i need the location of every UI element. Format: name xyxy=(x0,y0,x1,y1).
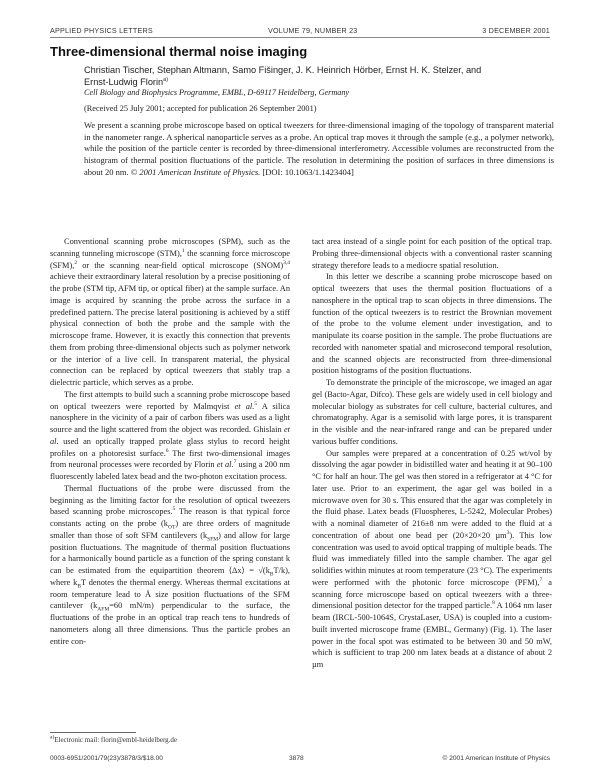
text-run: The reason is that typical force constants acting on the probe (k xyxy=(50,507,290,528)
author-footnote-mark: a) xyxy=(163,76,169,83)
paragraph xyxy=(50,236,290,389)
paragraph xyxy=(50,483,290,648)
subscript: OT xyxy=(167,524,176,531)
copyright-notice: © 2001 American Institute of Physics. xyxy=(130,166,261,177)
affiliation: Cell Biology and Biophysics Programme, EMBL, D-69117 Heidelberg, Germany xyxy=(84,88,350,97)
footnote-mark: a) xyxy=(50,734,55,741)
text-run: T denotes the thermal energy. Whereas thermal excitations at room temperature lead to Å size position fluctuations of the SFM cantilever (k xyxy=(50,577,291,611)
paper-title: Three-dimensional thermal noise imaging xyxy=(50,44,308,59)
et-al: et al. xyxy=(234,401,255,411)
reference-mark: 7 xyxy=(233,459,237,466)
footer-issn: 0003-6951/2001/79(23)/3878/3/$18.00 xyxy=(50,755,163,762)
text-run: A 1064 nm laser beam (IRCL-500-1064S, CrystaLaser, USA) is coupled into a custom-built inverted microscope frame (EMBL, Germany) (Fig. 1). The laser power in the focal spot was estimated to be between 30 and 50 mW, which is sufficient to trap 200 nm latex beads at a distance of about 2 µm xyxy=(312,601,552,669)
author-list xyxy=(84,64,484,88)
reference-mark: 6 xyxy=(165,447,169,454)
text-run: ). This low concentration was used to avoid optical trapping of multiple beads. The fluid was immediately filled into the sample chamber. The agar gel solidifies within minutes at room temperature (23 °C). The experiments were performed with the photonic force microscope (PFM), xyxy=(312,530,552,587)
subscript: SFM xyxy=(207,536,219,543)
authors-text: Christian Tischer, Stephan Altmann, Samo Fišinger, J. K. Heinrich Hörber, Ernst H. K. Stelzer, and Ernst-Ludwig Florin xyxy=(84,65,482,87)
reference-mark: 3,4 xyxy=(283,259,290,266)
reference-mark: 7 xyxy=(539,576,543,583)
subscript: B xyxy=(77,583,81,590)
text-run: used an optically trapped prolate glass stylus to record height profiles on a photoresist surface. xyxy=(50,436,290,458)
text-run: the scanning force microscope (SFM), xyxy=(50,248,290,270)
footer-copyright: © 2001 American Institute of Physics xyxy=(442,755,550,762)
volume-number: VOLUME 79, NUMBER 23 xyxy=(268,26,358,35)
reference-mark: 1 xyxy=(181,247,185,254)
paragraph xyxy=(50,389,290,483)
text-run: using a 200 nm fluorescently labeled latex bead and the two-photon excitation process. xyxy=(50,460,290,481)
text-run: T/k), where k xyxy=(50,566,290,587)
abstract-text: We present a scanning probe microscope based on optical tweezers for three-dimensional imaging of the topology of transparent material in the nanometer range. A spherical nanoparticle serves as a probe. An optical trap moves it through the sample (e.g., a polymer network), while the position of the particle center is recorded by three-dimensional interferometry. Accessible volumes are reconstructed from the histogram of thermal position fluctuations of the particle. The resolution in determining the position of surfaces in three dimensions is about 20 nm. xyxy=(84,120,554,177)
text-run: Our samples were prepared at a concentration of 0.25 wt/vol by dissolving the agar powder in bidistilled water and heating it at 90–100 °C for half an hour. The gel was then stored in a refrigerator at 4 °C for later use. Prior to an experiment, the agar gel was boiled in a microwave oven for 30 s. This ensured that the agar was completely in the fluid phase. Latex beads (Fluospheres, L-5242, Molecular Probes) with a nominal diameter of 216±8 nm were added to the fluid at a concentration of about one bead per (20×20×20 µm xyxy=(312,448,552,540)
reference-mark: 5 xyxy=(172,506,176,513)
text-run: The first attempts to build such a scanning probe microscope based on optical tweezers were reported by Malmqvist xyxy=(50,389,290,411)
text-run: Thermal fluctuations of the probe were discussed from the beginning as the limiting factor for the resolution of optical tweezers based scanning probe microscopes. xyxy=(50,483,290,517)
text-run: =60 mN/m) perpendicular to the surface, the fluctuations of the probe in an optical trap reach tens to hundreds of nanometers along all three dimensions. Thus the particle probes an entire con- xyxy=(50,601,290,646)
subscript: AFM xyxy=(97,606,110,613)
paragraph: To demonstrate the principle of the microscope, we imaged an agar gel (Bacto-Agar, Difco). These gels are widely used in cell biology and molecular biology as substrates for cell culture, bacterial cultures, and chromatography. Agar is a semisolid with large pores, it is transparent in the visible and the near-infrared range and can be prepared under various buffer conditions. xyxy=(312,378,552,446)
text-run: The first two-dimensional images from neuronal processes were recorded by Florin xyxy=(50,448,290,470)
paragraph: In this letter we describe a scanning probe microscope based on optical tweezers that uses the thermal position fluctuations of a nanosphere in the optical trap to scan objects in three dimensions. The function of the optical tweezers is to restrict the Brownian movement of the probe to the volume element under investigation, and to manipulate its coarse position in the sample. The probe fluctuations are recorded with nanometer spatial and microsecond temporal resolution, and the scanned objects are reconstructed from three-dimensional position histograms of the position fluctuations. xyxy=(312,272,552,376)
abstract xyxy=(84,120,554,179)
et-al: et al. xyxy=(50,425,290,446)
subscript: B xyxy=(269,571,274,578)
footnote-text: Electronic mail: florin@embl-heidelberg.de xyxy=(54,736,178,744)
et-al: et al. xyxy=(216,460,234,470)
text-run: achieve their extraordinary lateral resolution by a precise positioning of the probe (STM tip, AFM tip, or optical fiber) at the sample surface. An image is acquired by scanning the probe across the surface in a predefined pattern. The precise lateral positioning is achieved by a stiff physical connection of both the probe and the sample with the microscope frame. However, it is exactly this connection that prevents them from probing three-dimensional objects such as polymer network or the interior of a live cell. In transparent material, the physical connection can be replaced by optical tweezers that stably trap a dielectric particle, which serves as a probe. xyxy=(50,272,290,387)
text-run: Conventional scanning probe microscopes (SPM), such as the scanning tunneling microscope (STM), xyxy=(50,237,290,258)
received-dates: (Received 25 July 2001; accepted for publication 26 September 2001) xyxy=(84,104,317,113)
reference-mark: 5 xyxy=(254,400,258,407)
text-run: a scanning force microscope based on optical tweezers with a three-dimensional position detector for the trapped particle. xyxy=(312,577,552,611)
text-run: ) are three orders of magnitude smaller than those of soft SFM cantilevers (k xyxy=(50,519,291,540)
footnote xyxy=(50,736,177,744)
text-run: ) and allow for large position fluctuations. The magnitude of thermal position fluctuations for a harmonically bound particle as a function of the spring constant k can be estimated from the equipartition theorem ⟨Δx⟩ = √(k xyxy=(50,530,290,575)
right-column xyxy=(312,236,552,671)
paragraph: tact area instead of a single point for each position of the optical trap. Probing three-dimensional objects with a conventional raster scanning strategy therefore leads to a mediocre spatial resolution. xyxy=(312,237,552,270)
page-number: 3878 xyxy=(289,755,304,762)
header-rule xyxy=(50,37,550,38)
reference-mark: 2 xyxy=(74,259,78,266)
journal-name: APPLIED PHYSICS LETTERS xyxy=(50,26,153,35)
reference-mark: 8 xyxy=(492,600,495,607)
footnote-rule xyxy=(50,732,136,733)
left-column xyxy=(50,236,290,647)
issue-date: 3 DECEMBER 2001 xyxy=(482,26,550,35)
text-run: A silica nanosphere in the vicinity of a pair of carbon fibers was used as a light source and the light scattered from the object was recorded. Ghislain xyxy=(50,401,290,434)
doi: [DOI: 10.1063/1.1423404] xyxy=(262,166,354,177)
superscript: 3 xyxy=(506,529,510,536)
paragraph xyxy=(312,448,552,671)
text-run: or the scanning near-field optical microscope (SNOM) xyxy=(77,260,284,270)
